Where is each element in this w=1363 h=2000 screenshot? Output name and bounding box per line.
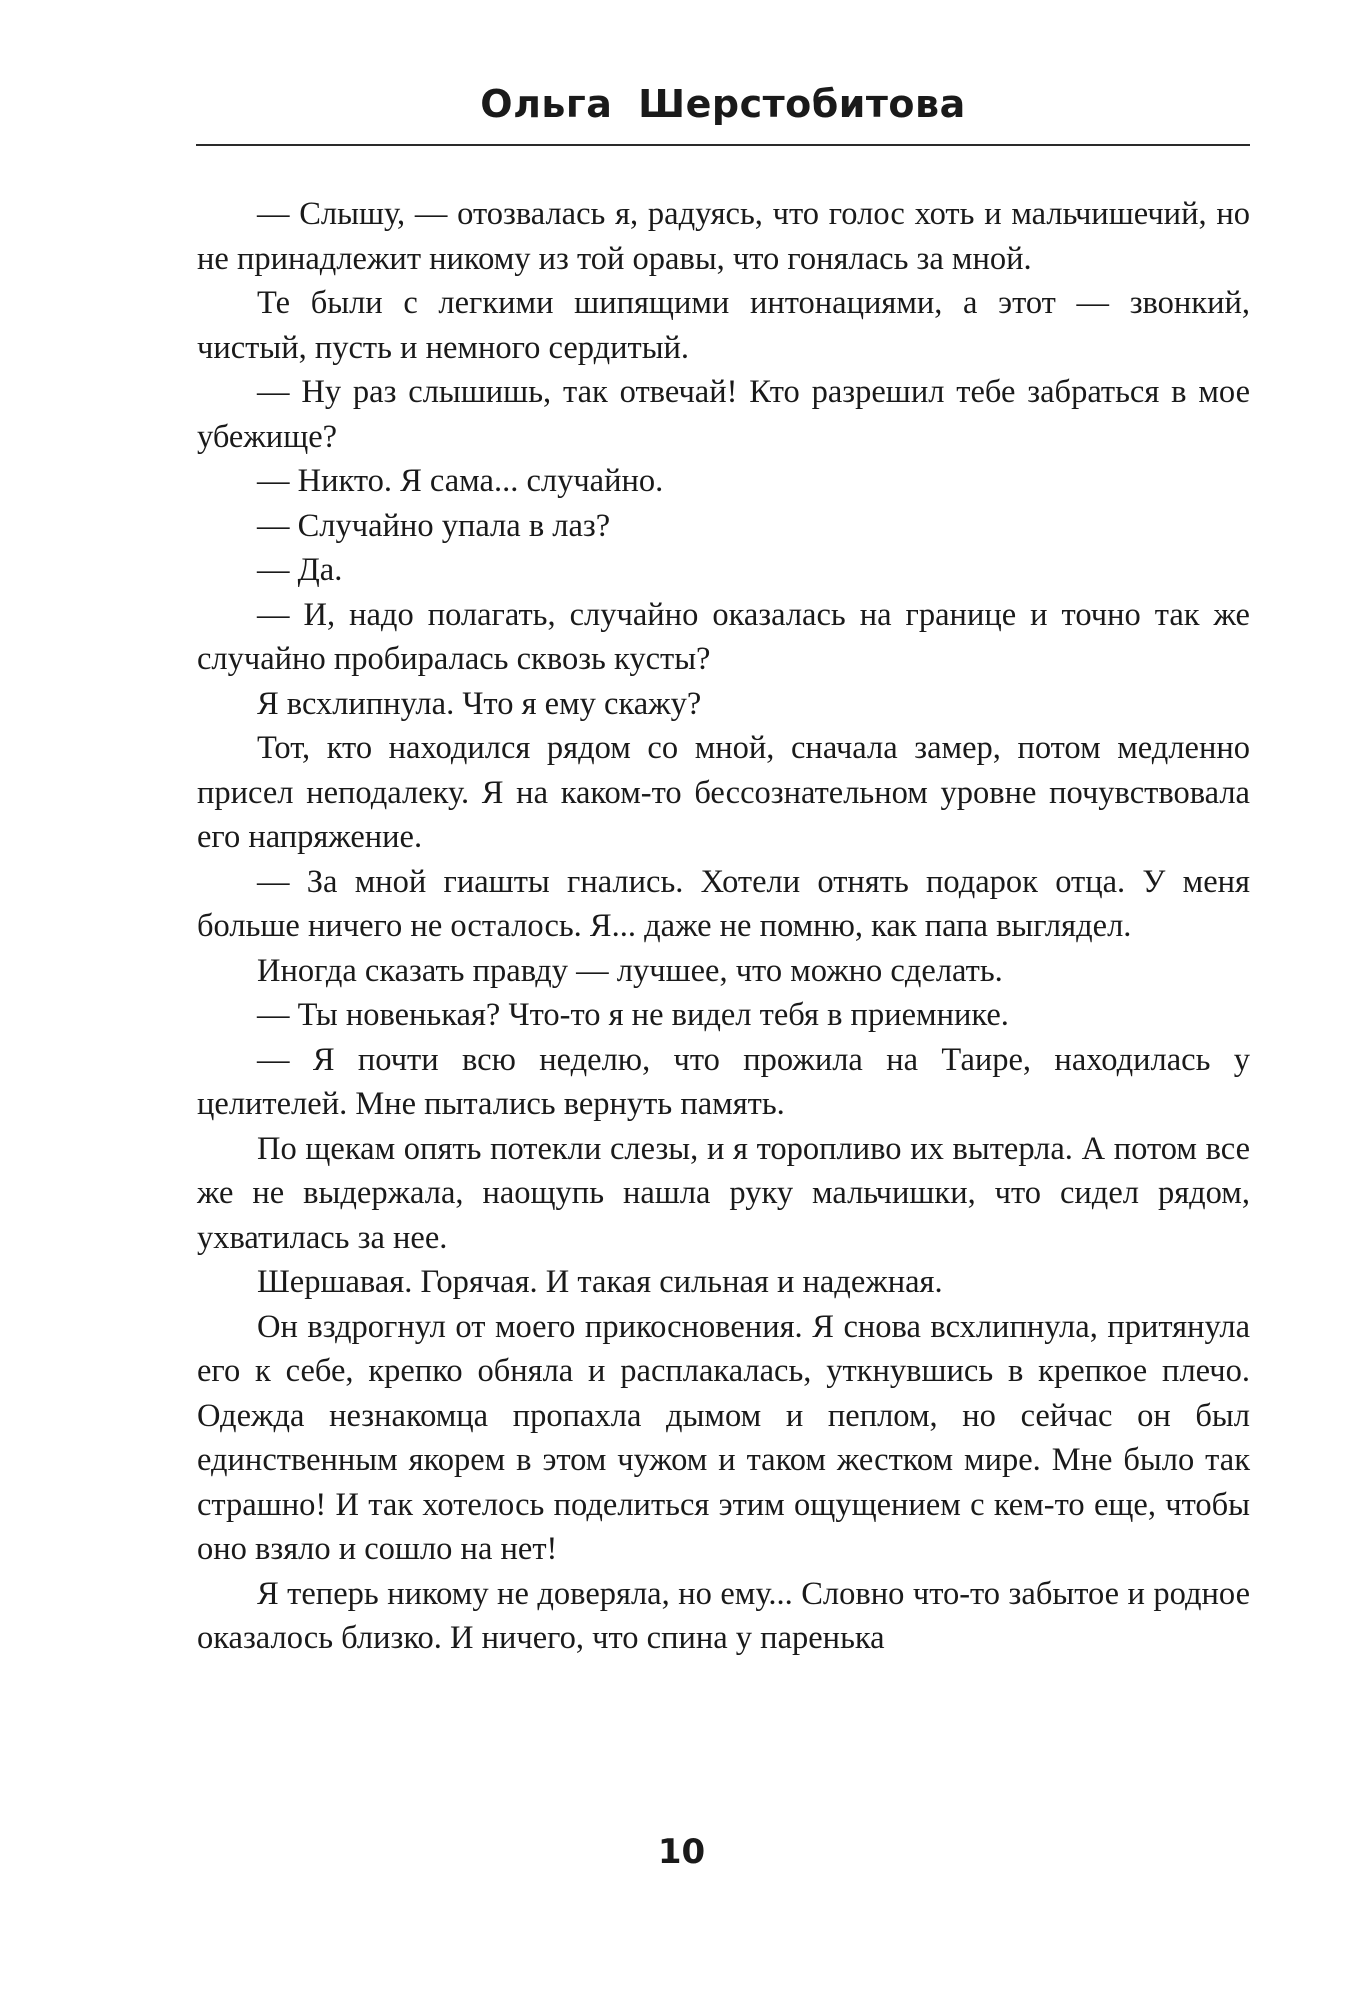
- paragraph: — Я почти всю неделю, что прожила на Таире, находилась у целителей. Мне пытались вернуть память.: [197, 1041, 1250, 1122]
- header-rule: [196, 144, 1250, 146]
- page-number: 10: [657, 1832, 706, 1872]
- paragraph: По щекам опять потекли слезы, и я торопливо их вытерла. А потом все же не выдержала, наощупь нашла руку мальчишки, что сидел рядом, ухватилась за нее.: [197, 1130, 1250, 1256]
- paragraph: — Ну раз слышишь, так отвечай! Кто разрешил тебе забраться в мое убежище?: [197, 374, 1250, 455]
- paragraph: — Ты новенькая? Что-то я не видел тебя в приемнике.: [257, 997, 1009, 1033]
- paragraph: — Да.: [257, 552, 343, 588]
- paragraph: Я теперь никому не доверяла, но ему... Словно что-то забытое и родное оказалось близко. И ничего, что спина у паренька: [197, 1575, 1250, 1656]
- paragraph: Иногда сказать правду — лучшее, что можно сделать.: [257, 952, 1003, 989]
- paragraph: Тот, кто находился рядом со мной, сначала замер, потом медленно присел неподалеку. Я на каком-то бессознательном уровне почувствовала его напряжение.: [197, 730, 1250, 855]
- paragraph: — Слышу, — отозвалась я, радуясь, что голос хоть и мальчишечий, но не принадлежит никому из той оравы, что гонялась за мной.: [197, 196, 1250, 277]
- paragraph: — Никто. Я сама... случайно.: [257, 463, 664, 499]
- paragraph: Он вздрогнул от моего прикосновения. Я снова всхлипнула, притянула его к себе, крепко обняла и расплакалась, уткнувшись в крепкое плечо. Одежда незнакомца пропахла дымом и пеплом, но сейчас он был единственным якорем в этом чужом и таком жестком мире. Мне было так страшно! И так хотелось поделиться этим ощущением с кем-то еще, чтобы оно взяло и сошло на нет!: [197, 1308, 1250, 1567]
- paragraph: — И, надо полагать, случайно оказалась на границе и точно так же случайно пробиралась сквозь кусты?: [197, 596, 1250, 677]
- paragraph: Те были с легкими шипящими интонациями, а этот — звонкий, чистый, пусть и немного сердитый.: [197, 285, 1250, 366]
- paragraph: Шершавая. Горячая. И такая сильная и надежная.: [257, 1264, 943, 1300]
- paragraph: — Случайно упала в лаз?: [257, 507, 611, 544]
- paragraph: Я всхлипнула. Что я ему скажу?: [257, 685, 702, 722]
- body-text: [197, 192, 1250, 1661]
- running-head-author: Ольга Шерстобитова: [480, 82, 966, 126]
- paragraph: — За мной гиашты гнались. Хотели отнять подарок отца. У меня больше ничего не осталось. Я... даже не помню, как папа выглядел.: [197, 863, 1250, 944]
